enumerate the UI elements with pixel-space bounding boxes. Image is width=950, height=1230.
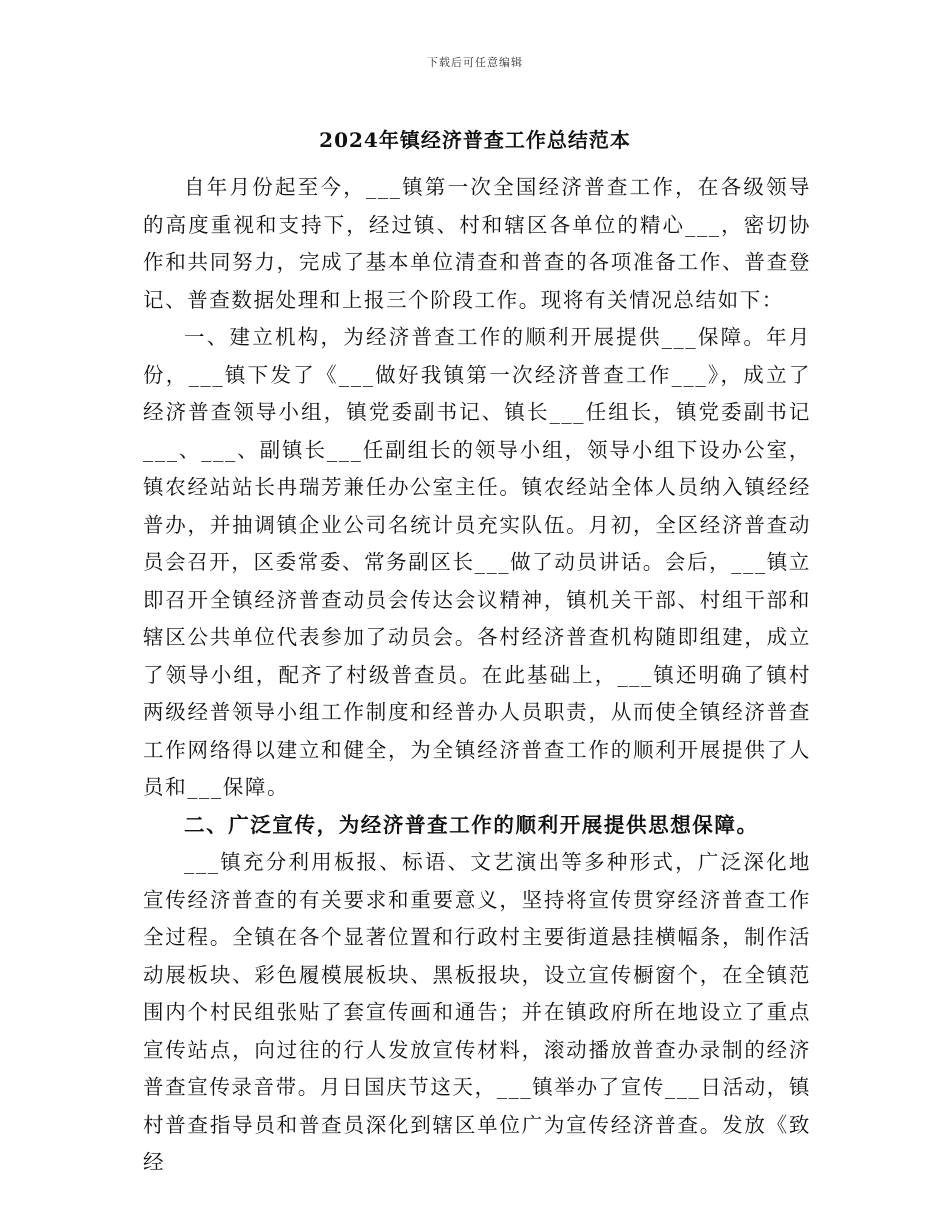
header-note: 下载后可任意编辑 xyxy=(427,56,523,69)
paragraph-section-two: ___镇充分利用板报、标语、文艺演出等多种形式，广泛深化地宣传经济普查的有关要求和重要意义，坚持将宣传贯穿经济普查工作全过程。全镇在各个显著位置和行政村主要街道悬挂横幅条，制作活动展板块、彩色履模展板块、黑板报块，设立宣传橱窗个，在全镇范围内个村民组张贴了套宣传画和通告；并在镇政府所在地设立了重点宣传站点，向过往的行人发放宣传材料，滚动播放普查办录制的经济普查宣传录音带。月日国庆节这天，___镇举办了宣传___日活动，镇村普查指导员和普查员深化到辖区单位广为宣传经济普查。发放《致经 xyxy=(143,850,811,1174)
paragraph-section-one: 一、建立机构，为经济普查工作的顺利开展提供___保障。年月份，___镇下发了《___做好我镇第一次经济普查工作___》，成立了经济普查领导小组，镇党委副书记、镇长___任组长，镇党委副书记___、___、副镇长___任副组长的领导小组，领导小组下设办公室，镇农经站站长冉瑞芳兼任办公室主任。镇农经站全体人员纳入镇经经普办，并抽调镇企业公司名统计员充实队伍。月初，全区经济普查动员会召开，区委常委、常务副区长___做了动员讲话。会后，___镇立即召开全镇经济普查动员会传达会议精神，镇机关干部、村组干部和辖区公共单位代表参加了动员会。各村经济普查机构随即组建，成立了领导小组，配齐了村级普查员。在此基础上，___镇还明确了镇村两级经普领导小组工作制度和经普办人员职责，从而使全镇经济普查工作网络得以建立和健全，为全镇经济普查工作的顺利开展提供了人员和___保障。 xyxy=(143,325,811,799)
section-heading-two: 二、广泛宣传，为经济普查工作的顺利开展提供思想保障。 xyxy=(184,812,759,837)
document-body xyxy=(143,169,811,1182)
paragraph-intro: 自年月份起至今，___镇第一次全国经济普查工作，在各级领导的高度重视和支持下，经过镇、村和辖区各单位的精心___，密切协作和共同努力，完成了基本单位清查和普查的各项准备工作、普查登记、普查数据处理和上报三个阶段工作。现将有关情况总结如下： xyxy=(143,175,811,312)
document-title: 2024年镇经济普查工作总结范本 xyxy=(319,128,631,152)
